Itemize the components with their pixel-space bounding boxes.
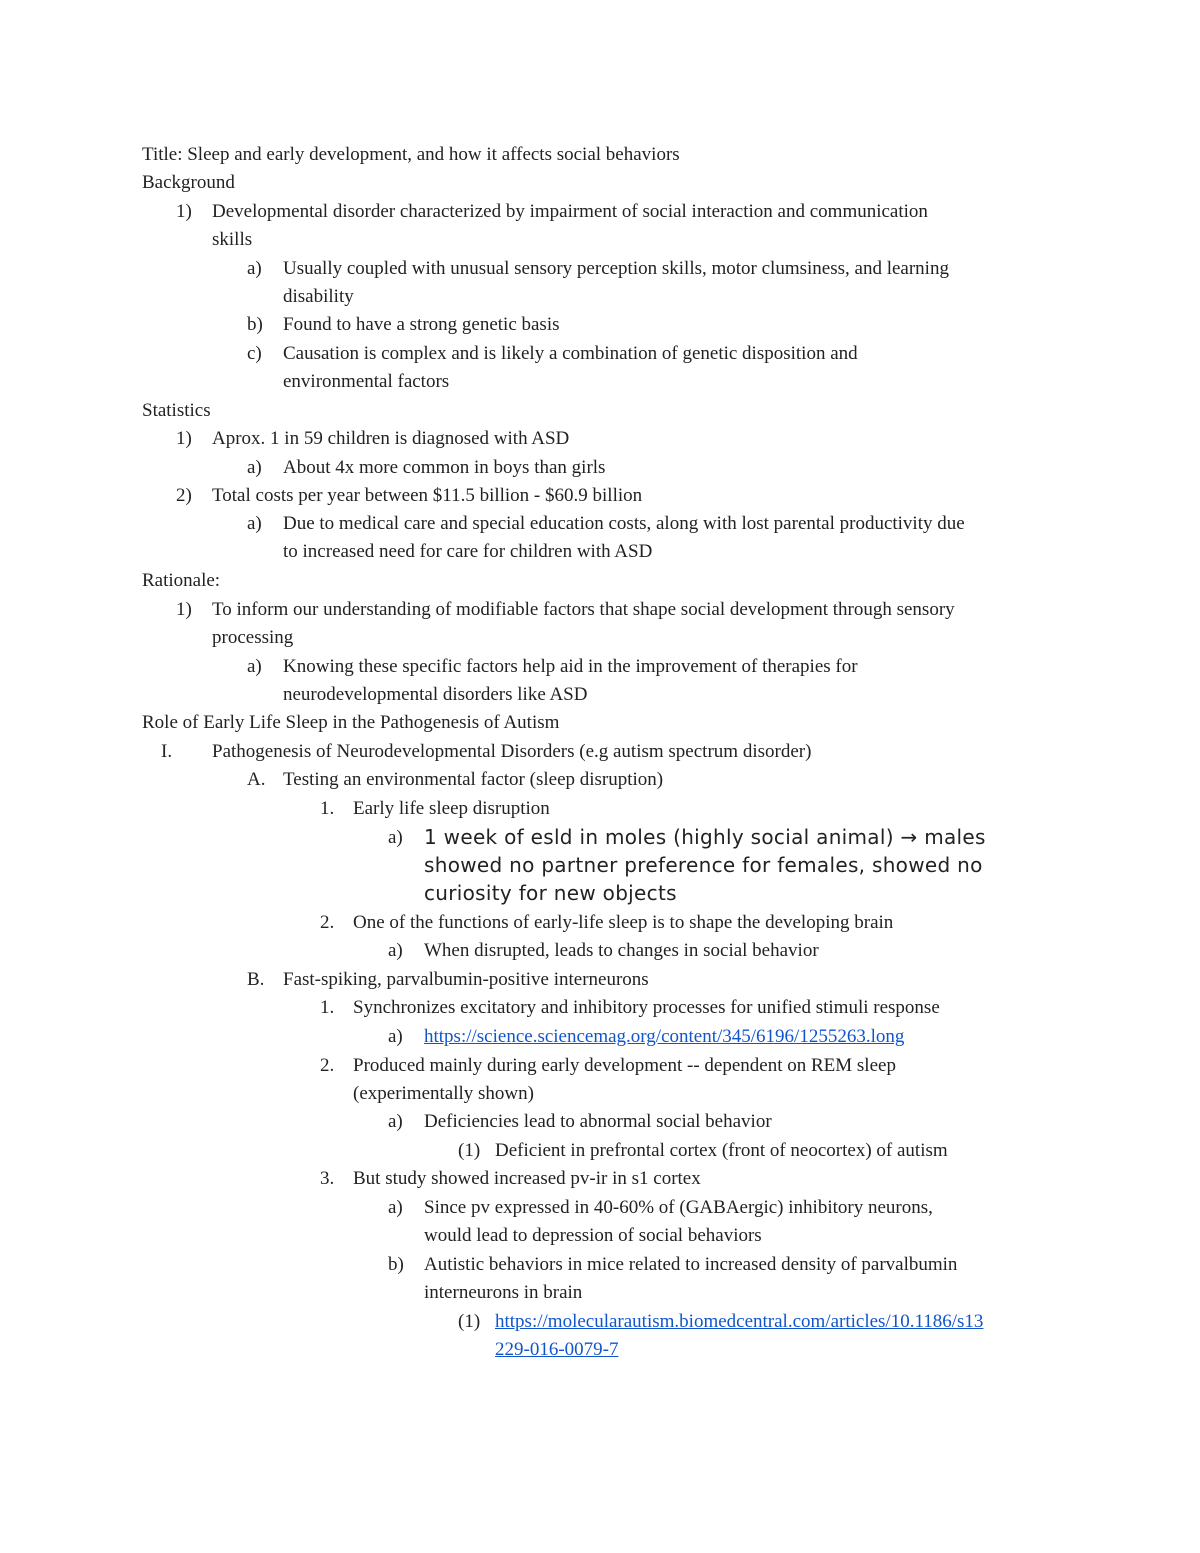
list-item: One of the functions of early-life sleep is to shape the developing brain xyxy=(353,912,894,933)
list-item: When disrupted, leads to changes in social behavior xyxy=(424,940,819,961)
list-item-continued: neurodevelopmental disorders like ASD xyxy=(283,684,588,705)
list-marker: I. xyxy=(161,741,173,762)
list-item-continued: (experimentally shown) xyxy=(353,1083,534,1104)
list-marker: a) xyxy=(247,258,262,279)
document-title: Title: Sleep and early development, and how it affects social behaviors xyxy=(142,144,680,165)
list-marker: a) xyxy=(388,940,403,961)
list-marker: a) xyxy=(388,1111,403,1132)
list-item-continued: curiosity for new objects xyxy=(424,881,677,905)
list-marker: B. xyxy=(247,969,265,990)
list-item-continued: interneurons in brain xyxy=(424,1282,583,1303)
list-item: To inform our understanding of modifiable factors that shape social development through sensory xyxy=(212,599,955,620)
heading-rationale: Rationale: xyxy=(142,570,221,591)
list-item: Early life sleep disruption xyxy=(353,798,550,819)
heading-background: Background xyxy=(142,172,235,193)
list-item: Deficient in prefrontal cortex (front of neocortex) of autism xyxy=(495,1140,948,1161)
list-marker: (1) xyxy=(458,1140,481,1161)
list-marker: 1) xyxy=(176,599,192,620)
molecular-autism-link-continued[interactable]: 229-016-0079-7 xyxy=(495,1339,619,1360)
molecular-autism-link[interactable]: https://molecularautism.biomedcentral.com/articles/10.1186/s13 xyxy=(495,1311,984,1332)
list-marker: 1. xyxy=(320,798,335,819)
list-item: Autistic behaviors in mice related to increased density of parvalbumin xyxy=(424,1254,958,1275)
science-article-link[interactable]: https://science.sciencemag.org/content/345/6196/1255263.long xyxy=(424,1026,905,1047)
list-marker: a) xyxy=(388,827,403,848)
list-marker: A. xyxy=(247,769,266,790)
list-item: Developmental disorder characterized by impairment of social interaction and communication xyxy=(212,201,928,222)
list-marker: b) xyxy=(247,314,263,335)
list-marker: 1. xyxy=(320,997,335,1018)
list-marker: 2. xyxy=(320,912,335,933)
list-marker: c) xyxy=(247,343,262,364)
list-marker: a) xyxy=(388,1197,403,1218)
list-item: But study showed increased pv-ir in s1 cortex xyxy=(353,1168,701,1189)
list-item: Testing an environmental factor (sleep disruption) xyxy=(283,769,664,790)
list-marker: a) xyxy=(247,457,262,478)
list-item: Fast-spiking, parvalbumin-positive interneurons xyxy=(283,969,649,990)
list-item-continued: disability xyxy=(283,286,354,307)
list-item-continued xyxy=(495,1336,618,1364)
heading-role: Role of Early Life Sleep in the Pathogenesis of Autism xyxy=(142,712,560,733)
list-item: Aprox. 1 in 59 children is diagnosed with ASD xyxy=(212,428,570,449)
list-item: Usually coupled with unusual sensory perception skills, motor clumsiness, and learning xyxy=(283,258,949,279)
list-marker: 1) xyxy=(176,428,192,449)
list-item: Total costs per year between $11.5 billion - $60.9 billion xyxy=(212,485,643,506)
list-item: Since pv expressed in 40-60% of (GABAergic) inhibitory neurons, xyxy=(424,1197,933,1218)
list-marker: 1) xyxy=(176,201,192,222)
heading-statistics: Statistics xyxy=(142,400,211,421)
list-marker: (1) xyxy=(458,1311,481,1332)
list-item: Knowing these specific factors help aid in the improvement of therapies for xyxy=(283,656,858,677)
list-item: Pathogenesis of Neurodevelopmental Disorders (e.g autism spectrum disorder) xyxy=(212,741,812,762)
list-item: Due to medical care and special education costs, along with lost parental productivity due xyxy=(283,513,965,534)
list-marker: 2. xyxy=(320,1055,335,1076)
list-marker: a) xyxy=(247,513,262,534)
list-item-continued: environmental factors xyxy=(283,371,450,392)
list-item-continued: skills xyxy=(212,229,253,250)
list-item: Deficiencies lead to abnormal social behavior xyxy=(424,1111,772,1132)
list-item: Produced mainly during early development -- dependent on REM sleep xyxy=(353,1055,896,1076)
list-marker: b) xyxy=(388,1254,404,1275)
list-marker: a) xyxy=(247,656,262,677)
list-item: Causation is complex and is likely a combination of genetic disposition and xyxy=(283,343,858,364)
list-item: Found to have a strong genetic basis xyxy=(283,314,560,335)
list-item xyxy=(424,1023,904,1051)
list-item xyxy=(495,1308,983,1336)
list-item-continued: would lead to depression of social behaviors xyxy=(424,1225,762,1246)
list-item-continued: showed no partner preference for females, showed no xyxy=(424,853,983,877)
list-marker: a) xyxy=(388,1026,403,1047)
list-item: 1 week of esld in moles (highly social animal) → males xyxy=(424,825,986,849)
list-item-continued: to increased need for care for children with ASD xyxy=(283,541,653,562)
list-item: About 4x more common in boys than girls xyxy=(283,457,606,478)
list-marker: 3. xyxy=(320,1168,335,1189)
list-item: Synchronizes excitatory and inhibitory processes for unified stimuli response xyxy=(353,997,940,1018)
list-item-continued: processing xyxy=(212,627,294,648)
list-marker: 2) xyxy=(176,485,192,506)
